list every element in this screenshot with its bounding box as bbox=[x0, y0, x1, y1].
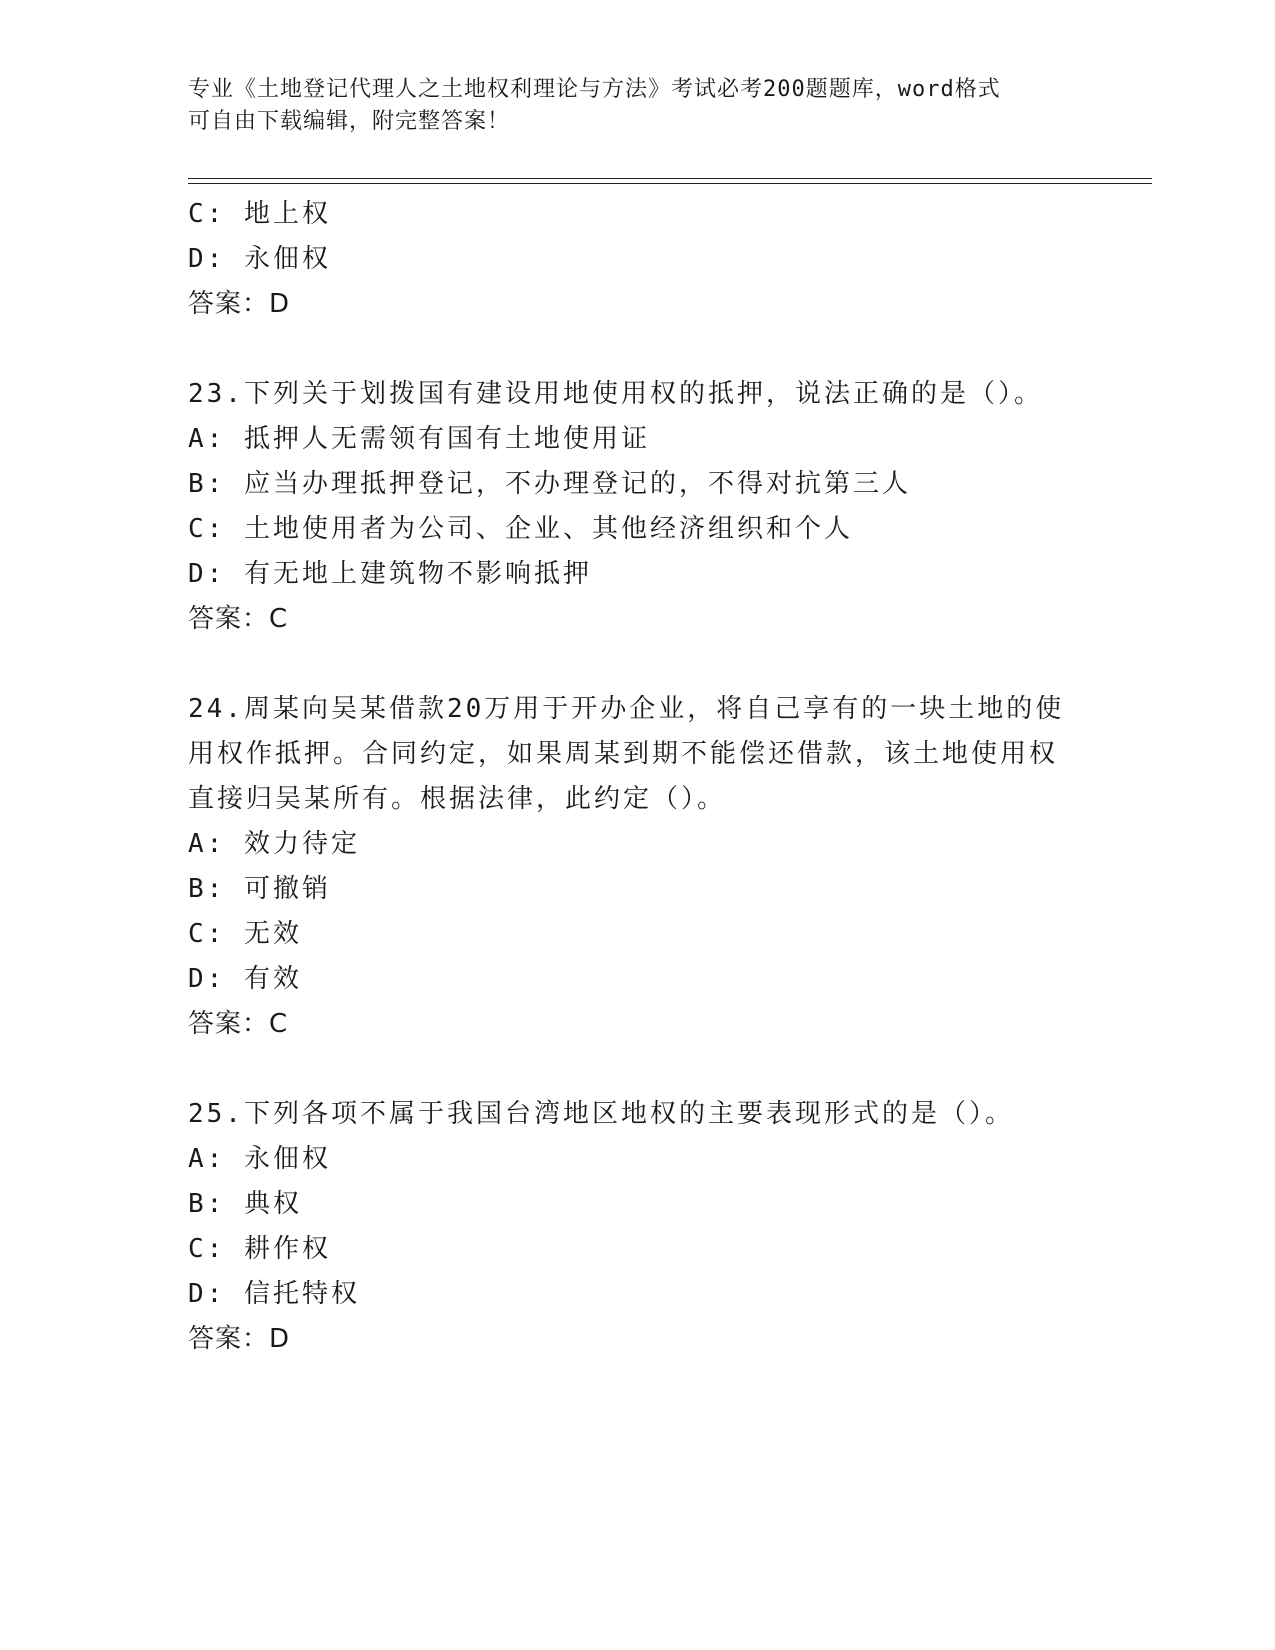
prev-answer: 答案：D bbox=[188, 289, 291, 319]
prev-option-c: C: 地上权 bbox=[188, 199, 331, 229]
header-line-2: 可自由下载编辑，附完整答案！ bbox=[188, 109, 511, 134]
header-divider-bottom bbox=[188, 183, 1152, 184]
header-divider-top bbox=[188, 178, 1152, 179]
q24-option-d: D: 有效 bbox=[188, 964, 302, 994]
q23-stem: 23.下列关于划拨国有建设用地使用权的抵押，说法正确的是（）。 bbox=[188, 379, 1043, 409]
header-line-1: 专业《土地登记代理人之土地权利理论与方法》考试必考200题题库，word格式 bbox=[188, 77, 1001, 102]
q24-answer: 答案：C bbox=[188, 1009, 289, 1039]
q24-option-c: C: 无效 bbox=[188, 919, 302, 949]
q23-option-c: C: 土地使用者为公司、企业、其他经济组织和个人 bbox=[188, 514, 853, 544]
q23-option-a: A: 抵押人无需领有国有土地使用证 bbox=[188, 424, 650, 454]
q24-option-a: A: 效力待定 bbox=[188, 829, 360, 859]
q24-stem-line-2: 用权作抵押。合同约定，如果周某到期不能偿还借款，该土地使用权 bbox=[188, 739, 1059, 769]
q23-option-b: B: 应当办理抵押登记，不办理登记的，不得对抗第三人 bbox=[188, 469, 911, 499]
q25-option-a: A: 永佃权 bbox=[188, 1144, 331, 1174]
q25-answer: 答案：D bbox=[188, 1324, 291, 1354]
q24-option-b: B: 可撤销 bbox=[188, 874, 331, 904]
document-header bbox=[188, 74, 1068, 138]
q25-option-b: B: 典权 bbox=[188, 1189, 302, 1219]
q25-stem: 25.下列各项不属于我国台湾地区地权的主要表现形式的是（）。 bbox=[188, 1099, 1014, 1129]
prev-option-d: D: 永佃权 bbox=[188, 244, 331, 274]
q25-option-d: D: 信托特权 bbox=[188, 1279, 360, 1309]
q24-stem-line-1: 24.周某向吴某借款20万用于开办企业，将自己享有的一块土地的使 bbox=[188, 694, 1065, 724]
q23-option-d: D: 有无地上建筑物不影响抵押 bbox=[188, 559, 592, 589]
q23-answer: 答案：C bbox=[188, 604, 289, 634]
q24-stem-line-3: 直接归吴某所有。根据法律，此约定（）。 bbox=[188, 784, 727, 814]
q25-option-c: C: 耕作权 bbox=[188, 1234, 331, 1264]
